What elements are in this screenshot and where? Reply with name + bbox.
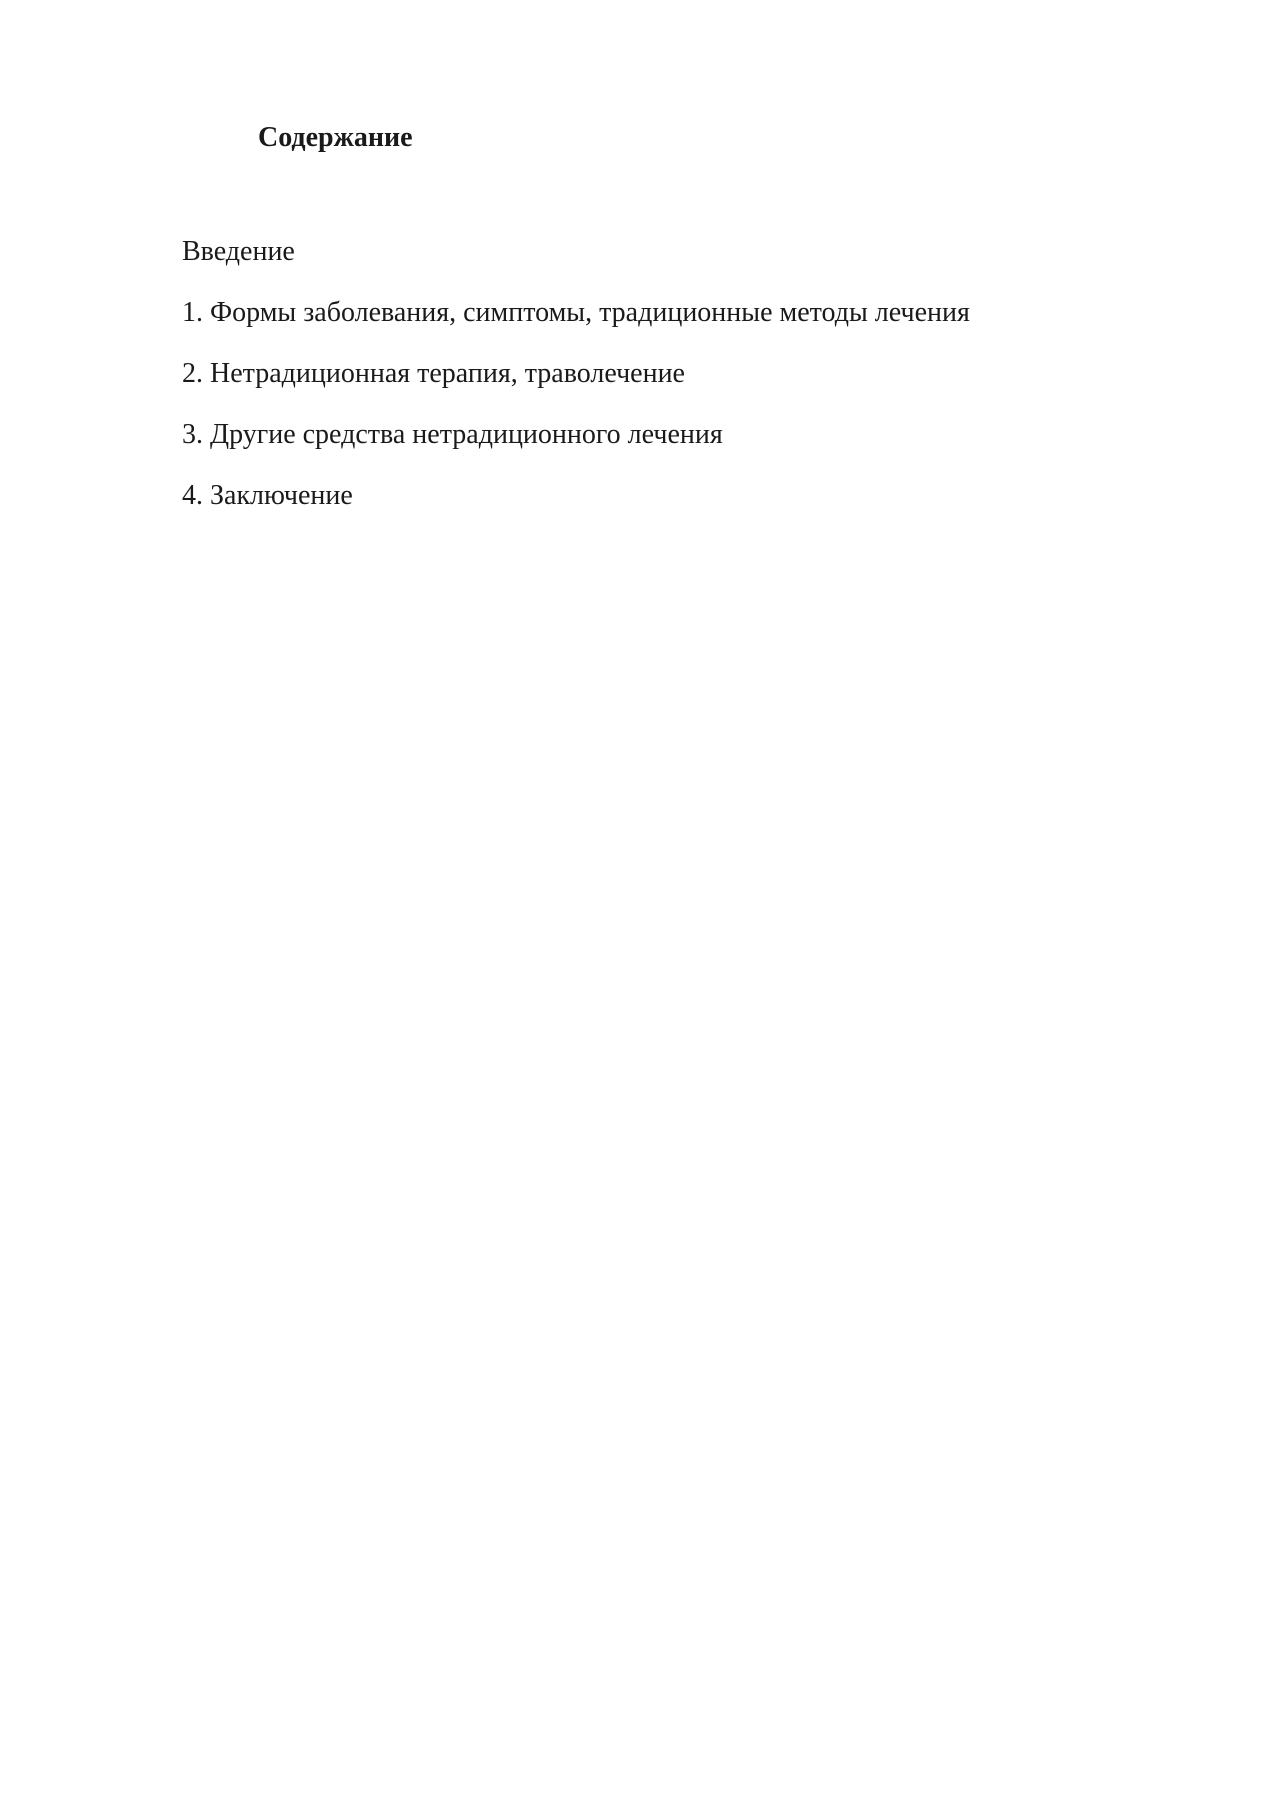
toc-item-introduction: Введение bbox=[182, 236, 295, 267]
toc-item-chapter-1: 1. Формы заболевания, симптомы, традиционные методы лечения bbox=[182, 297, 970, 328]
toc-item-chapter-2: 2. Нетрадиционная терапия, траволечение bbox=[182, 358, 685, 389]
toc-item-chapter-3: 3. Другие средства нетрадиционного лечения bbox=[182, 419, 723, 450]
page-title: Содержание bbox=[258, 122, 413, 153]
toc-item-conclusion: 4. Заключение bbox=[182, 480, 353, 511]
table-of-contents bbox=[182, 232, 970, 537]
